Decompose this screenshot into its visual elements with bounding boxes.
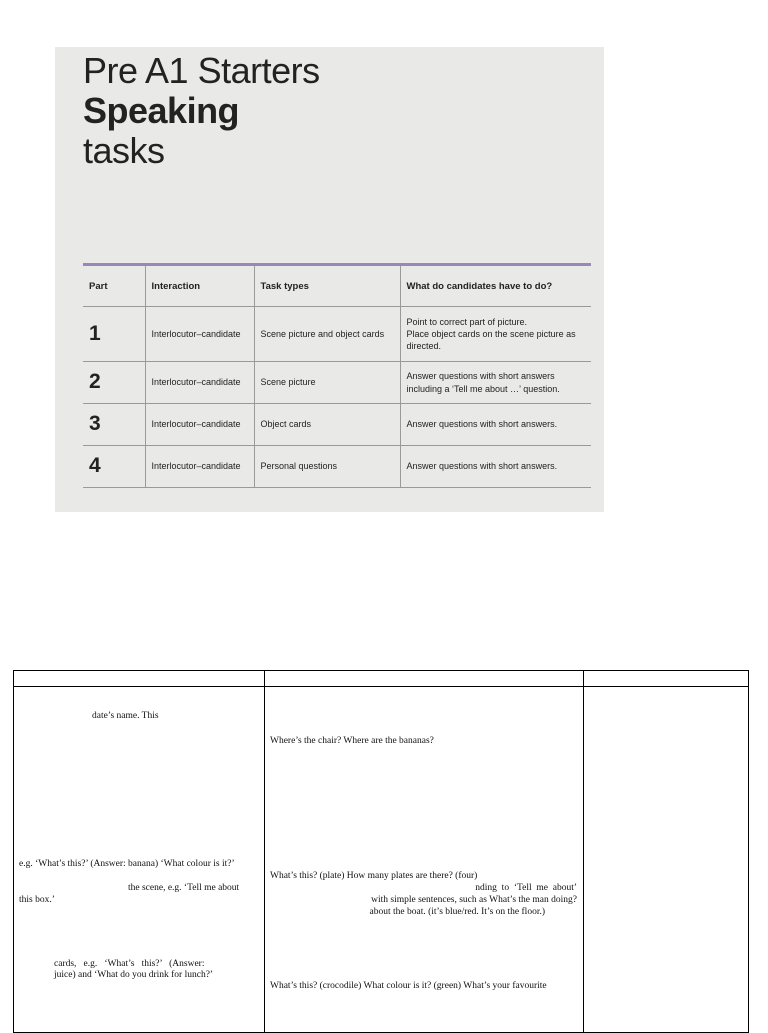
todo-line: Place object cards on the scene picture as directed. [406, 328, 576, 352]
header-cell-3 [584, 671, 749, 687]
document-table-body-row [14, 687, 749, 1033]
interaction-cell: Interlocutor–candidate [145, 362, 254, 404]
todo-line: Point to correct part of picture. [406, 316, 528, 327]
table-row [83, 362, 591, 404]
header-cell-2 [265, 671, 584, 687]
todo-line: Answer questions with short answers including a ‘Tell me about …’ question. [406, 371, 560, 394]
task-type-cell: Object cards [254, 404, 400, 446]
text-fragment: e.g. ‘What’s this?’ (Answer: banana) ‘What colour is it?’ [19, 859, 235, 869]
task-type-cell: Personal questions [254, 446, 400, 488]
part-number: 1 [83, 307, 145, 362]
title-line-2: Speaking [83, 90, 240, 131]
text-fragment: juice) and ‘What do you drink for lunch?’ [54, 970, 214, 980]
task-type-cell: Scene picture [254, 362, 400, 404]
interaction-cell: Interlocutor–candidate [145, 307, 254, 362]
text-fragment: this box.’ [19, 895, 55, 905]
table-row [83, 307, 591, 362]
card-title [83, 51, 320, 169]
todo-cell [400, 404, 591, 446]
table-row [83, 404, 591, 446]
text-fragment: nding to ‘Tell me about’ [475, 883, 577, 893]
document-table-header-row [14, 671, 749, 687]
part-number: 2 [83, 362, 145, 404]
title-line-3: tasks [83, 130, 165, 171]
header-task-types: Task types [254, 265, 400, 307]
body-cell-empty [584, 687, 749, 1033]
table-header-row [83, 265, 591, 307]
text-fragment: What’s this? (plate) How many plates are there? (four) [270, 871, 478, 881]
part-number: 4 [83, 446, 145, 488]
part-number: 3 [83, 404, 145, 446]
todo-line: Answer questions with short answers. [406, 461, 558, 472]
text-fragment: the scene, e.g. ‘Tell me about [128, 883, 240, 893]
text-fragment: date’s name. This [92, 711, 159, 721]
header-interaction: Interaction [145, 265, 254, 307]
speaking-tasks-card [55, 47, 604, 512]
body-cell-candidate-instructions [14, 687, 265, 1033]
todo-line: Answer questions with short answers. [406, 419, 558, 430]
todo-cell [400, 446, 591, 488]
task-type-cell: Scene picture and object cards [254, 307, 400, 362]
text-fragment: about the boat. (it’s blue/red. It’s on the floor.) [369, 907, 545, 917]
text-fragment: with simple sentences, such as What’s the man doing? [371, 895, 577, 905]
header-part: Part [83, 265, 145, 307]
table-row [83, 446, 591, 488]
text-fragment: What’s this? (crocodile) What colour is it? (green) What’s your favourite [270, 981, 547, 991]
document-table [13, 670, 749, 1033]
header-what-to-do: What do candidates have to do? [400, 265, 591, 307]
interaction-cell: Interlocutor–candidate [145, 404, 254, 446]
text-fragment: cards, e.g. ‘What’s this?’ (Answer: [54, 959, 205, 969]
title-line-1: Pre A1 Starters [83, 50, 320, 91]
body-cell-example-questions [265, 687, 584, 1033]
speaking-tasks-table [83, 263, 591, 488]
interaction-cell: Interlocutor–candidate [145, 446, 254, 488]
header-cell-1 [14, 671, 265, 687]
todo-cell [400, 307, 591, 362]
todo-cell [400, 362, 591, 404]
text-fragment: Where’s the chair? Where are the bananas? [270, 736, 434, 746]
